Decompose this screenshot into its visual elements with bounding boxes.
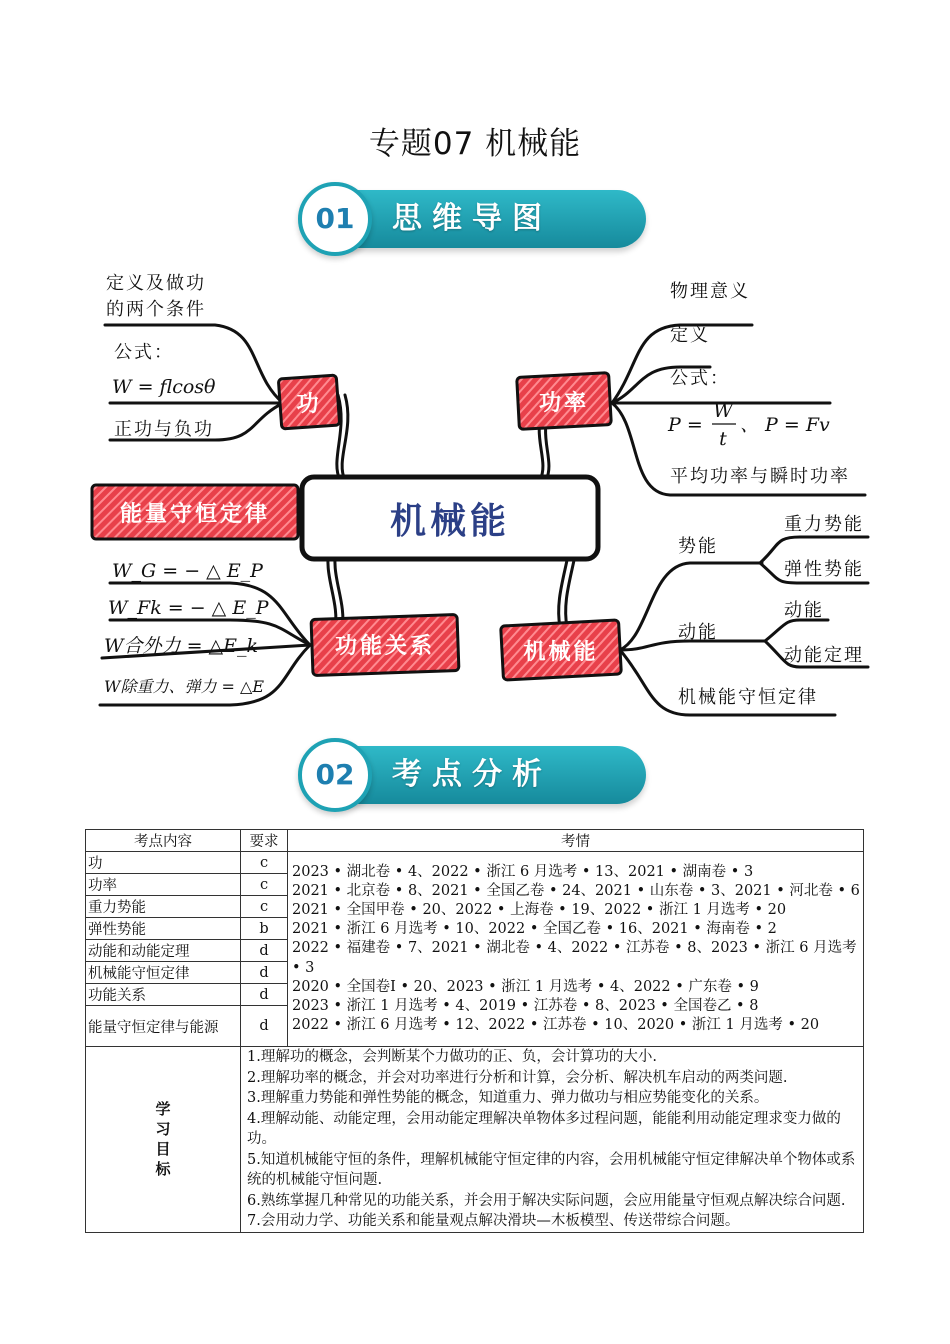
banner-number: 01 (315, 202, 355, 235)
power-branch-meaning: 物理意义 (670, 281, 750, 302)
goal-label: 学习目标 (155, 1100, 171, 1179)
goal-item: 1.理解功的概念，会判断某个力做功的正、负，会计算功的大小. (247, 1049, 657, 1065)
banner-text: 考点分析 (392, 757, 552, 792)
req-cell: d (241, 940, 288, 962)
relation-formula-1: W_G = − △ E_P (112, 560, 263, 582)
exam-line: 2023 • 浙江 1 月选考 • 4、2019 • 江苏卷 • 8、2023 • 全国卷乙 • 8 (292, 998, 759, 1014)
exam-line: 2020 • 全国卷Ⅰ • 20、2023 • 浙江 1 月选考 • 4、2022 • 广东卷 • 9 (292, 978, 759, 995)
req-cell: c (241, 852, 288, 874)
goal-item: 2.理解功率的概念，并会对功率进行分析和计算，会分析、解决机车启动的两类问题. (247, 1069, 788, 1086)
node-relation-label: 功能关系 (334, 634, 436, 659)
power-branch-formula-label: 公式： (670, 368, 730, 389)
exam-line: 2021 • 浙江 6 月选考 • 10、2022 • 全国乙卷 • 16、2021 • 海南卷 • 2 (292, 921, 777, 938)
node-relation (311, 614, 459, 675)
topic-cell: 动能和动能定理 (86, 940, 241, 962)
goal-item: 4.理解动能、动能定理，会用动能定理解决单物体多过程问题，能能利用动能定理求变力做的功。 (247, 1110, 841, 1147)
goal-list-cell (241, 1047, 864, 1233)
topic-cell: 功能关系 (86, 984, 241, 1006)
mech-branch-pe-gravity: 重力势能 (784, 514, 864, 535)
exam-line: 2023 • 湖北卷 • 4、2022 • 浙江 6 月选考 • 13、2021 • 湖南卷 • 3 (292, 863, 754, 880)
node-gong (278, 375, 339, 429)
center-label: 机械能 (389, 501, 511, 542)
node-conservation-label: 能量守恒定律 (119, 502, 271, 527)
topic-cell: 重力势能 (86, 896, 241, 918)
mech-branch-ke: 动能 (678, 622, 718, 643)
node-mech (501, 620, 622, 680)
mech-branch-ke-def: 动能 (784, 600, 824, 621)
gong-branch-def-1: 定义及做功 (106, 273, 206, 294)
topic-cell: 功 (86, 852, 241, 874)
power-formula-rhs: 、 P = Fv (740, 414, 830, 436)
req-cell: b (241, 918, 288, 940)
node-mech-label: 机械能 (523, 640, 599, 665)
node-conservation (92, 485, 298, 539)
header-exam: 考情 (288, 830, 864, 852)
topic-cell: 功率 (86, 874, 241, 896)
goal-item: 5.知道机械能守恒的条件，理解机械能守恒定律的内容，会用机械能守恒定律解决单个物体或系统的机械能守恒问题. (247, 1151, 856, 1188)
req-cell: c (241, 874, 288, 896)
mech-branch-law: 机械能守恒定律 (678, 687, 818, 708)
node-power-label: 功率 (538, 391, 590, 416)
section-banner-analysis (296, 738, 652, 814)
node-power (517, 373, 612, 430)
goal-label-cell (86, 1047, 241, 1233)
req-cell: d (241, 962, 288, 984)
topic-cell: 能量守恒定律与能源 (86, 1006, 241, 1047)
header-topic: 考点内容 (86, 830, 241, 852)
section-banner-mindmap (296, 182, 652, 258)
mind-map (0, 255, 950, 725)
header-requirement: 要求 (241, 830, 288, 852)
mech-branch-ke-theorem: 动能定理 (784, 645, 864, 666)
power-branch-def: 定义 (670, 325, 710, 346)
gong-branch-sign: 正功与负功 (114, 419, 214, 440)
node-gong-label: 功 (296, 392, 322, 417)
req-cell: d (241, 1006, 288, 1047)
gong-branch-formula-label: 公式： (114, 342, 174, 363)
relation-formula-3: W合外力 = △E_k (104, 635, 259, 657)
power-formula-den: t (719, 428, 727, 450)
exam-analysis-table (85, 829, 864, 1233)
power-formula-lhs: P = (668, 414, 703, 436)
banner-number: 02 (315, 758, 355, 791)
power-branch-avg: 平均功率与瞬时功率 (670, 466, 850, 487)
req-cell: d (241, 984, 288, 1006)
goal-item: 6.熟练掌握几种常见的功能关系，并会用于解决实际问题，会应用能量守恒观点解决综合问题. (247, 1192, 846, 1209)
topic-cell: 弹性势能 (86, 918, 241, 940)
relation-formula-2: W_Fk = − △ E_P (108, 597, 269, 619)
gong-branch-def-2: 的两个条件 (106, 299, 206, 320)
power-formula-num: W (713, 400, 733, 422)
goal-item: 7.会用动力学、功能关系和能量观点解决滑块—木板模型、传送带综合问题。 (247, 1213, 740, 1229)
banner-text: 思维导图 (392, 201, 552, 236)
page-title: 专题07 机械能 (368, 126, 582, 162)
exam-line: 2021 • 全国甲卷 • 20、2022 • 上海卷 • 19、2022 • 浙江 1 月选考 • 20 (292, 901, 787, 918)
exam-cell (288, 852, 864, 1047)
mech-branch-pe-elastic: 弹性势能 (784, 559, 864, 580)
goal-item: 3.理解重力势能和弹性势能的概念，知道重力、弹力做功与相应势能变化的关系。 (247, 1090, 769, 1106)
topic-cell: 机械能守恒定律 (86, 962, 241, 984)
exam-line: 2022 • 福建卷 • 7、2021 • 湖北卷 • 4、2022 • 江苏卷 • 8、2023 • 浙江 6 月选考 • 3 (292, 940, 857, 976)
mech-branch-pe: 势能 (678, 536, 718, 557)
exam-line: 2021 • 北京卷 • 8、2021 • 全国乙卷 • 24、2021 • 山东卷 • 3、2021 • 河北卷 • 6 (292, 882, 860, 899)
exam-line: 2022 • 浙江 6 月选考 • 12、2022 • 江苏卷 • 10、2020 • 浙江 1 月选考 • 20 (292, 1017, 820, 1034)
gong-branch-formula: W = flcosθ (112, 376, 216, 398)
relation-formula-4: W除重力、弹力 = △E (104, 677, 265, 696)
req-cell: c (241, 896, 288, 918)
